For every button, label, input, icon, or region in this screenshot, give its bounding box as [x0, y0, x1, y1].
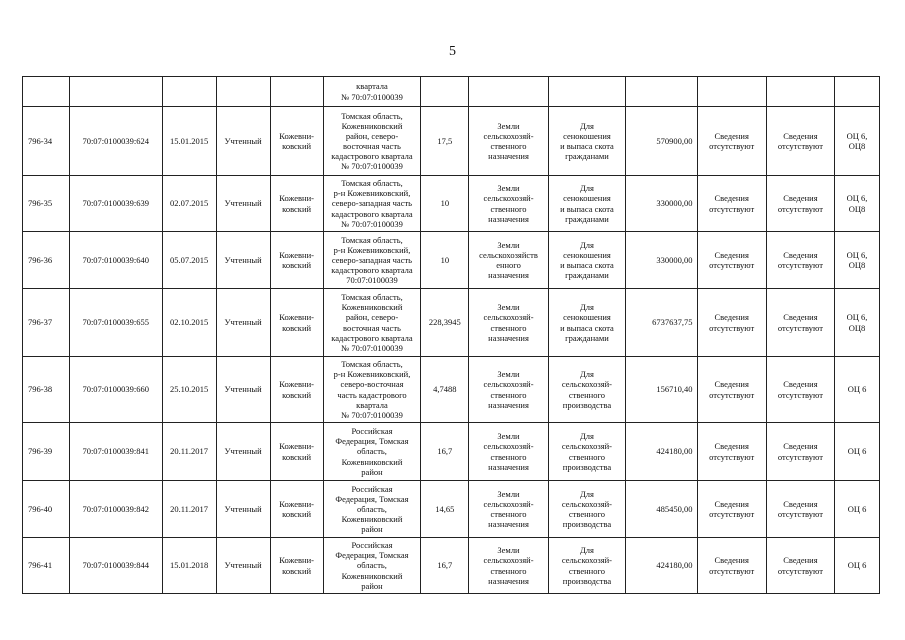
cell-info-1: Сведения отсутствуют	[697, 357, 766, 423]
cell-area: 17,5	[421, 107, 469, 176]
cell-status: Учтенный	[216, 357, 270, 423]
cell-location: Российская Федерация, Томская область, Кожевниковский район	[323, 481, 421, 538]
cell-district: Кожевни- ковский	[270, 481, 323, 538]
cell-status: Учтенный	[216, 423, 270, 481]
cell-area: 10	[421, 232, 469, 289]
cell-zone: ОЦ 6, ОЦ8	[835, 176, 880, 232]
cell-cadastral-number: 70:07:0100039:842	[69, 481, 162, 538]
cell-land-category: Земли сельскохозяй- ственного назначения	[469, 423, 548, 481]
cell-cadastral-number: 70:07:0100039:844	[69, 538, 162, 594]
cell-district: Кожевни- ковский	[270, 232, 323, 289]
cell-status: Учтенный	[216, 176, 270, 232]
cell-status: Учтенный	[216, 289, 270, 357]
cell-zone: ОЦ 6, ОЦ8	[835, 107, 880, 176]
cell-info-2: Сведения отсутствуют	[766, 423, 834, 481]
cell-empty	[697, 77, 766, 107]
cell-zone: ОЦ 6, ОЦ8	[835, 289, 880, 357]
cell-permitted-use: Для сенокошения и выпаса скота гражданами	[548, 289, 625, 357]
cell-number: 796-38	[23, 357, 70, 423]
cell-status: Учтенный	[216, 232, 270, 289]
cell-area: 10	[421, 176, 469, 232]
table-row	[23, 232, 880, 289]
table-row	[23, 538, 880, 594]
cell-info-1: Сведения отсутствуют	[697, 538, 766, 594]
cell-empty	[69, 77, 162, 107]
cell-number: 796-37	[23, 289, 70, 357]
cell-permitted-use: Для сельскохозяй- ственного производства	[548, 357, 625, 423]
cell-location: Российская Федерация, Томская область, Кожевниковский район	[323, 538, 421, 594]
cell-date: 15.01.2018	[162, 538, 216, 594]
cell-zone: ОЦ 6	[835, 423, 880, 481]
cell-empty	[421, 77, 469, 107]
cell-status: Учтенный	[216, 481, 270, 538]
cell-cadastral-value: 424180,00	[626, 538, 697, 594]
cell-cadastral-value: 330000,00	[626, 232, 697, 289]
cell-info-2: Сведения отсутствуют	[766, 538, 834, 594]
cell-location: квартала № 70:07:0100039	[323, 77, 421, 107]
cell-number: 796-35	[23, 176, 70, 232]
cell-land-category: Земли сельскохозяй- ственного назначения	[469, 107, 548, 176]
cell-land-category: Земли сельскохозяйств енного назначения	[469, 232, 548, 289]
cell-permitted-use: Для сельскохозяй- ственного производства	[548, 481, 625, 538]
cell-number: 796-36	[23, 232, 70, 289]
cell-district: Кожевни- ковский	[270, 289, 323, 357]
cell-cadastral-value: 6737637,75	[626, 289, 697, 357]
cell-zone: ОЦ 6	[835, 357, 880, 423]
table-row	[23, 481, 880, 538]
cell-land-category: Земли сельскохозяй- ственного назначения	[469, 538, 548, 594]
cell-date: 05.07.2015	[162, 232, 216, 289]
cell-cadastral-number: 70:07:0100039:639	[69, 176, 162, 232]
cell-permitted-use: Для сенокошения и выпаса скота гражданами	[548, 176, 625, 232]
cell-status: Учтенный	[216, 538, 270, 594]
cell-cadastral-number: 70:07:0100039:841	[69, 423, 162, 481]
cell-cadastral-value: 485450,00	[626, 481, 697, 538]
cell-area: 16,7	[421, 423, 469, 481]
continuation-row	[23, 77, 880, 107]
table-row	[23, 176, 880, 232]
page-number: 5	[449, 44, 456, 59]
cell-cadastral-value: 424180,00	[626, 423, 697, 481]
cell-permitted-use: Для сенокошения и выпаса скота гражданами	[548, 232, 625, 289]
cell-empty	[162, 77, 216, 107]
cell-empty	[216, 77, 270, 107]
table-row	[23, 289, 880, 357]
cell-zone: ОЦ 6, ОЦ8	[835, 232, 880, 289]
cell-zone: ОЦ 6	[835, 538, 880, 594]
cell-cadastral-value: 156710,40	[626, 357, 697, 423]
cell-cadastral-number: 70:07:0100039:655	[69, 289, 162, 357]
cell-empty	[270, 77, 323, 107]
cell-location: Томская область, р-н Кожевниковский, северо-восточная часть кадастрового квартала № 70:07:0100039	[323, 357, 421, 423]
cell-info-1: Сведения отсутствуют	[697, 232, 766, 289]
cell-area: 16,7	[421, 538, 469, 594]
cell-location: Томская область, р-н Кожевниковский, северо-западная часть кадастрового квартала № 70:07:0100039	[323, 176, 421, 232]
cell-status: Учтенный	[216, 107, 270, 176]
cell-info-2: Сведения отсутствуют	[766, 176, 834, 232]
cell-number: 796-39	[23, 423, 70, 481]
cell-location: Российская Федерация, Томская область, Кожевниковский район	[323, 423, 421, 481]
cell-number: 796-40	[23, 481, 70, 538]
cell-info-2: Сведения отсутствуют	[766, 481, 834, 538]
cell-land-category: Земли сельскохозяй- ственного назначения	[469, 481, 548, 538]
table-row	[23, 357, 880, 423]
cell-zone: ОЦ 6	[835, 481, 880, 538]
cell-info-2: Сведения отсутствуют	[766, 232, 834, 289]
cell-date: 20.11.2017	[162, 481, 216, 538]
cell-location: Томская область, Кожевниковский район, северо- восточная часть кадастрового квартала № 70:07:0100039	[323, 289, 421, 357]
cell-area: 14,65	[421, 481, 469, 538]
cell-district: Кожевни- ковский	[270, 538, 323, 594]
cell-info-1: Сведения отсутствуют	[697, 107, 766, 176]
cell-cadastral-value: 330000,00	[626, 176, 697, 232]
cell-area: 228,3945	[421, 289, 469, 357]
cell-empty	[548, 77, 625, 107]
cell-info-1: Сведения отсутствуют	[697, 289, 766, 357]
cell-cadastral-number: 70:07:0100039:640	[69, 232, 162, 289]
cell-permitted-use: Для сельскохозяй- ственного производства	[548, 538, 625, 594]
cell-date: 15.01.2015	[162, 107, 216, 176]
cell-land-category: Земли сельскохозяй- ственного назначения	[469, 289, 548, 357]
cell-empty	[766, 77, 834, 107]
table-row	[23, 423, 880, 481]
cell-date: 25.10.2015	[162, 357, 216, 423]
cell-cadastral-value: 570900,00	[626, 107, 697, 176]
cell-date: 02.10.2015	[162, 289, 216, 357]
cell-info-2: Сведения отсутствуют	[766, 357, 834, 423]
cell-info-2: Сведения отсутствуют	[766, 107, 834, 176]
table-row	[23, 107, 880, 176]
land-registry-table	[22, 76, 880, 594]
cell-info-1: Сведения отсутствуют	[697, 423, 766, 481]
cell-location: Томская область, р-н Кожевниковский, северо-западная часть кадастрового квартала 70:07:0100039	[323, 232, 421, 289]
cell-empty	[23, 77, 70, 107]
cell-number: 796-41	[23, 538, 70, 594]
cell-cadastral-number: 70:07:0100039:660	[69, 357, 162, 423]
cell-empty	[469, 77, 548, 107]
cell-date: 20.11.2017	[162, 423, 216, 481]
cell-land-category: Земли сельскохозяй- ственного назначения	[469, 176, 548, 232]
cell-empty	[626, 77, 697, 107]
cell-info-1: Сведения отсутствуют	[697, 176, 766, 232]
cell-district: Кожевни- ковский	[270, 107, 323, 176]
cell-area: 4,7488	[421, 357, 469, 423]
cell-info-2: Сведения отсутствуют	[766, 289, 834, 357]
cell-empty	[835, 77, 880, 107]
cell-land-category: Земли сельскохозяй- ственного назначения	[469, 357, 548, 423]
cell-permitted-use: Для сенокошения и выпаса скота гражданами	[548, 107, 625, 176]
cell-district: Кожевни- ковский	[270, 423, 323, 481]
cell-district: Кожевни- ковский	[270, 357, 323, 423]
cell-permitted-use: Для сельскохозяй- ственного производства	[548, 423, 625, 481]
cell-district: Кожевни- ковский	[270, 176, 323, 232]
cell-date: 02.07.2015	[162, 176, 216, 232]
cell-number: 796-34	[23, 107, 70, 176]
cell-location: Томская область, Кожевниковский район, северо- восточная часть кадастрового квартала № 70:07:0100039	[323, 107, 421, 176]
cell-cadastral-number: 70:07:0100039:624	[69, 107, 162, 176]
cell-info-1: Сведения отсутствуют	[697, 481, 766, 538]
